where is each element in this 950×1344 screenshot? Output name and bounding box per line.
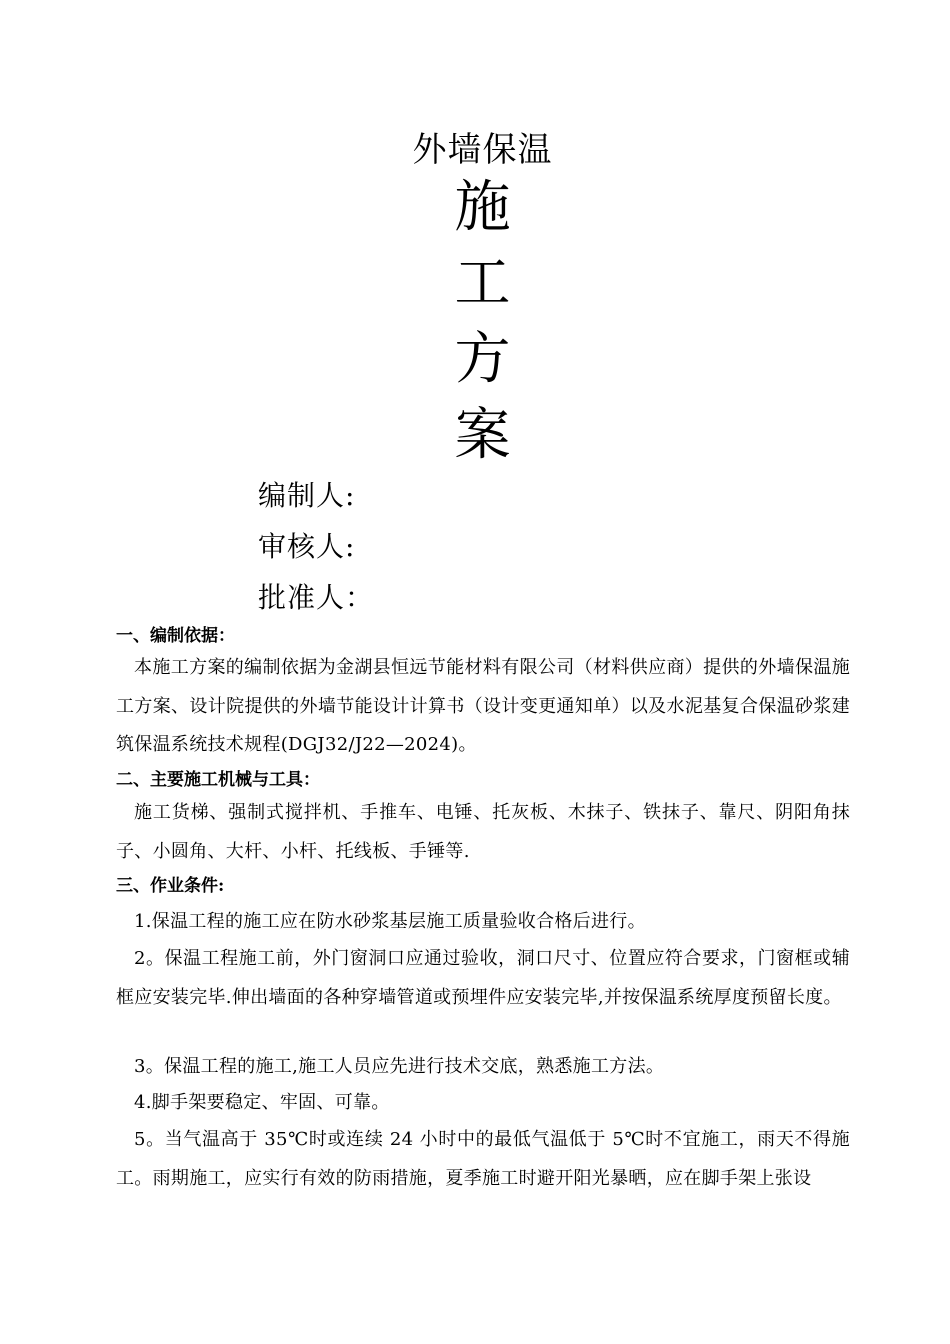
condition-item: 5。当气温高于 35℃时或连续 24 小时中的最低气温低于 5℃时不宜施工，雨天不得施工。雨期施工，应实行有效的防雨措施，夏季施工时避开阳光暴晒，应在脚手架上张设 <box>116 1129 850 1189</box>
condition-item: 3。保温工程的施工,施工人员应先进行技术交底，熟悉施工方法。 <box>134 1056 665 1077</box>
cover-title-char: 方 <box>454 327 511 392</box>
approver-label: 批准人： <box>258 581 375 614</box>
cover-title-char: 工 <box>454 251 511 316</box>
section-heading-conditions: 三、作业条件: <box>116 876 225 896</box>
cover-title-char: 案 <box>454 403 511 468</box>
condition-item: 4.脚手架要稳定、牢固、可靠。 <box>134 1092 390 1113</box>
condition-item: 2。保温工程施工前，外门窗洞口应通过验收，洞口尺寸、位置应符合要求，门窗框或辅框应安装完毕.伸出墙面的各种穿墙管道或预埋件应安装完毕,并按保温系统厚度预留长度。 <box>116 948 850 1008</box>
cover-subtitle: 外墙保温 <box>412 130 553 170</box>
section-body-basis: 本施工方案的编制依据为金湖县恒远节能材料有限公司（材料供应商）提供的外墙保温施工方案、设计院提供的外墙节能设计计算书（设计变更通知单）以及水泥基复合保温砂浆建筑保温系统技术规程(DGJ32/J22—2024)。 <box>116 657 850 755</box>
section-body-tools: 施工货梯、强制式搅拌机、手推车、电锤、托灰板、木抹子、铁抹子、靠尺、阴阳角抹子、小圆角、大杆、小杆、托线板、手锤等. <box>116 802 850 862</box>
reviewer-label: 审核人: <box>258 530 356 563</box>
cover-title-char: 施 <box>454 175 511 240</box>
section-heading-basis: 一、编制依据： <box>116 626 235 646</box>
section-heading-tools: 二、主要施工机械与工具： <box>116 770 320 790</box>
compiler-label: 编制人: <box>258 479 356 512</box>
condition-item: 1.保温工程的施工应在防水砂浆基层施工质量验收合格后进行。 <box>134 911 646 932</box>
